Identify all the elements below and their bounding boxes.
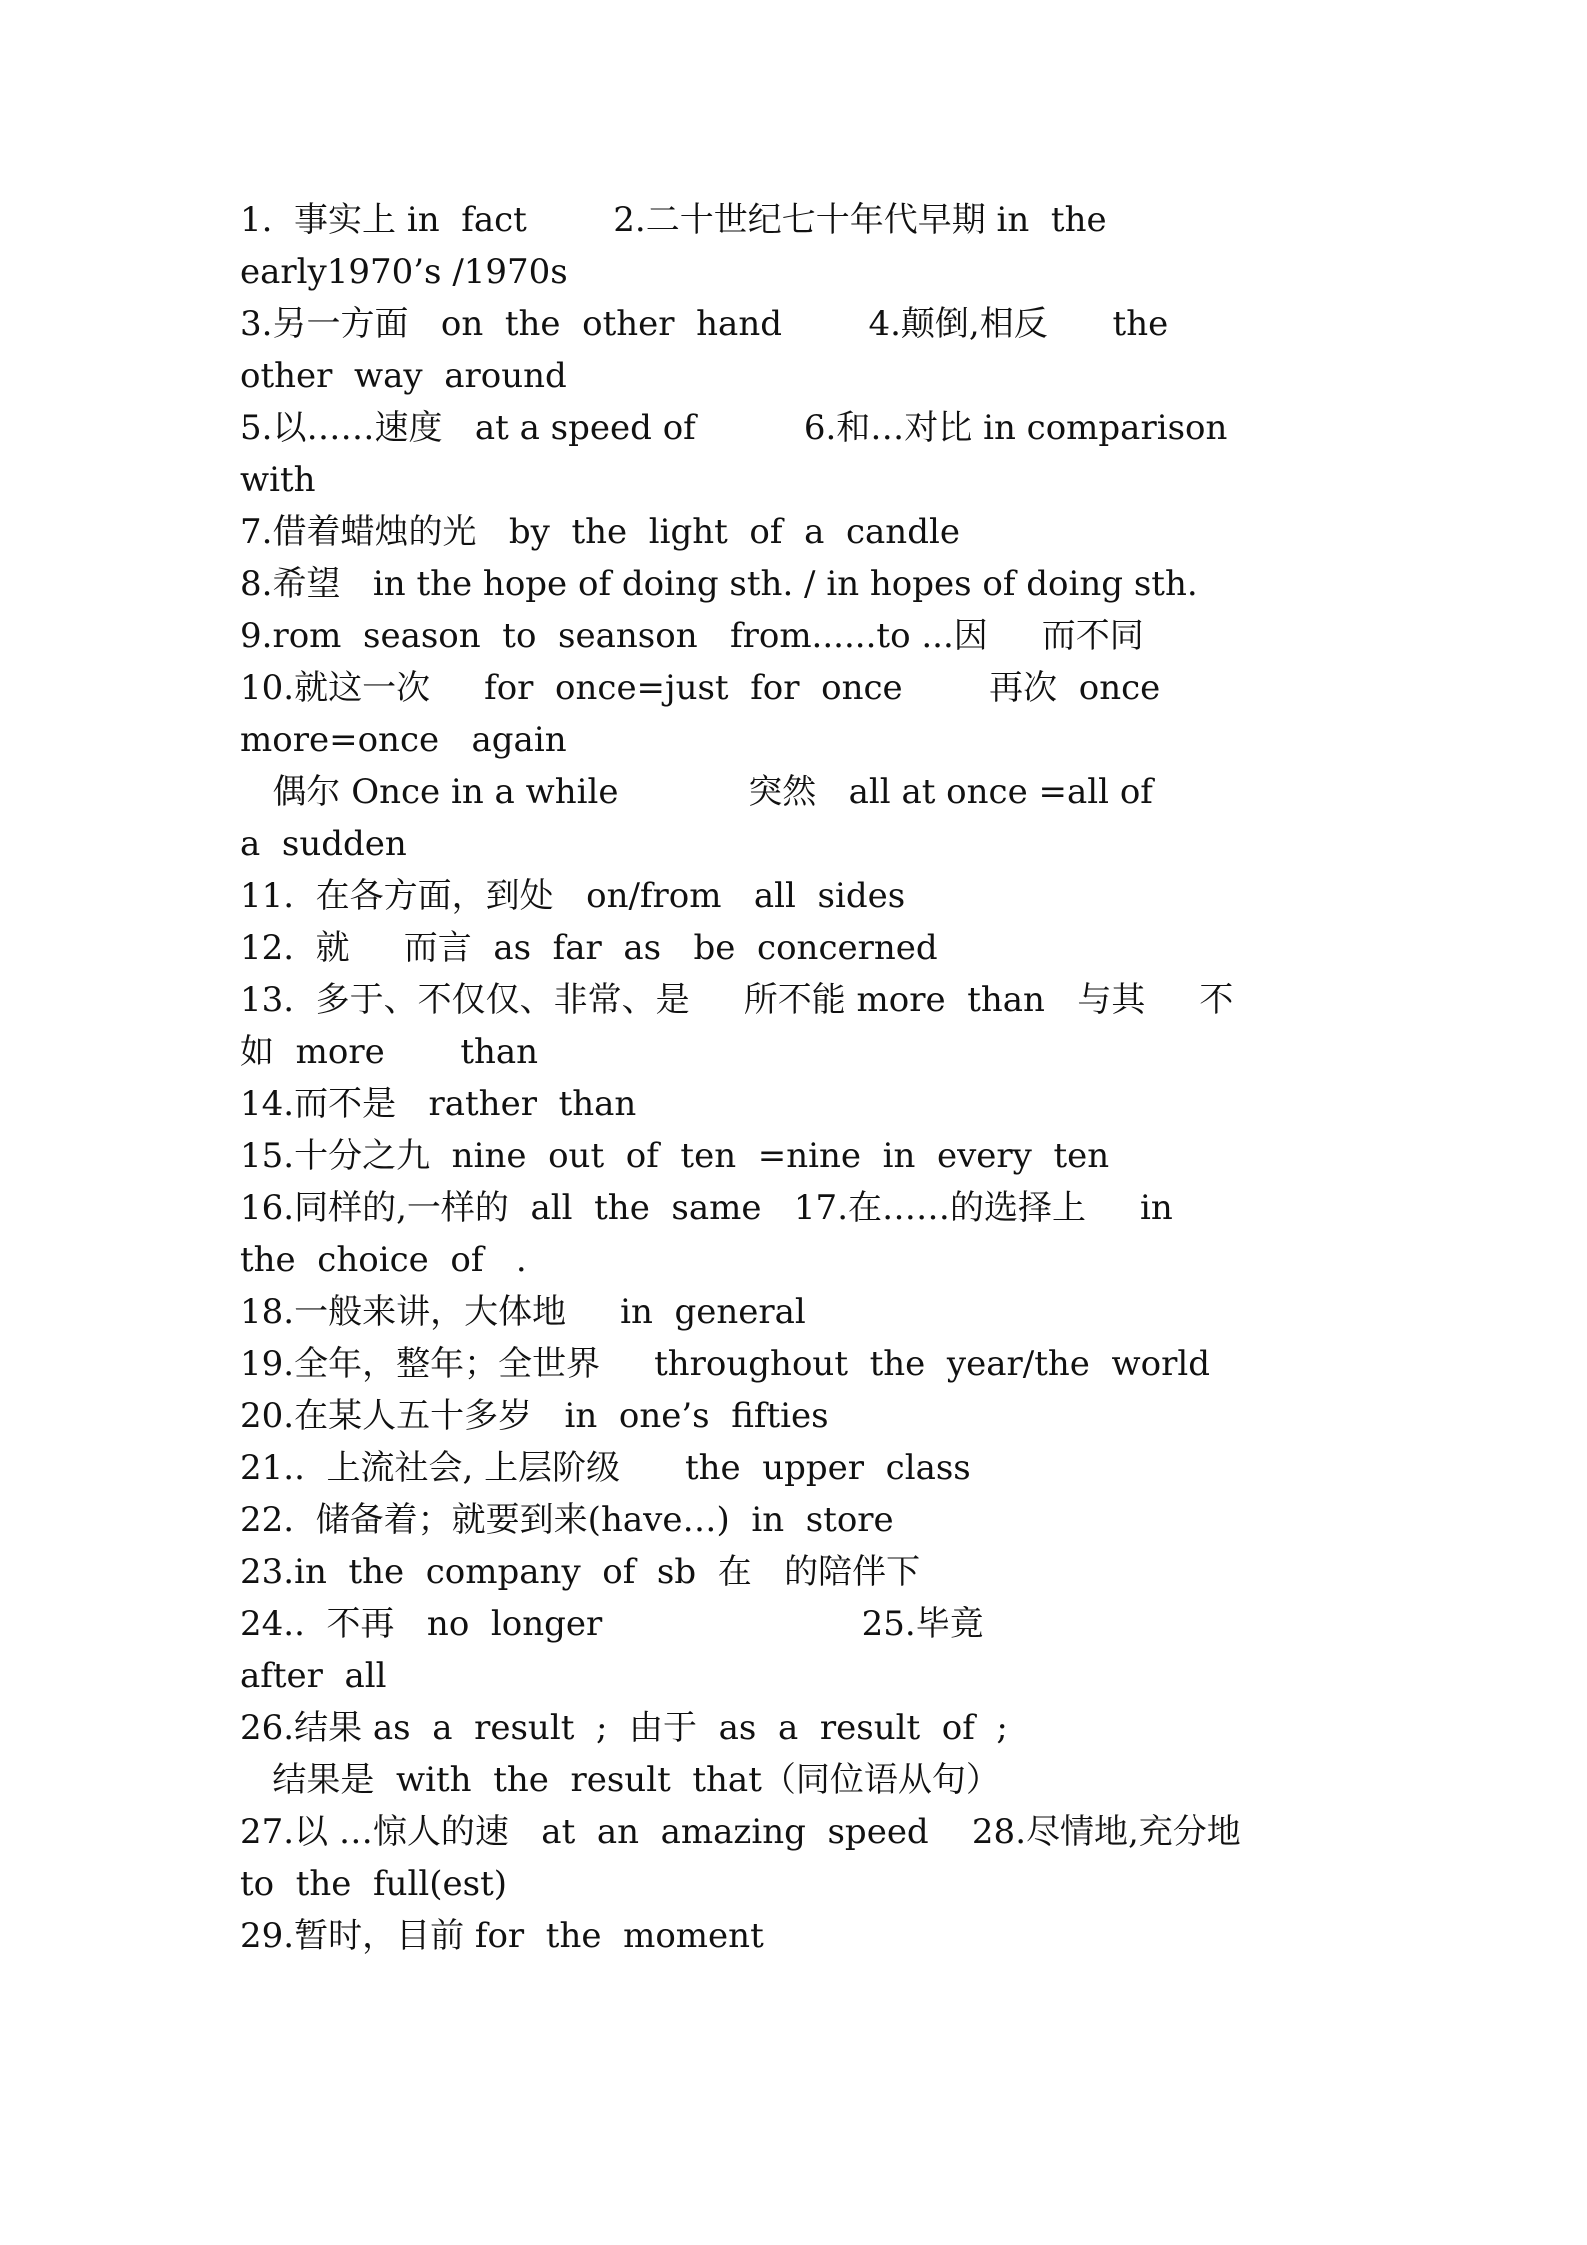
text-line-34: 29.暂时，目前 for the moment (240, 1916, 764, 1956)
text-line-27: 23.in the company of sb 在 的陪伴下 (240, 1552, 921, 1592)
text-line-22: 18.一般来讲，大体地 in general (240, 1292, 806, 1332)
text-line-13: a sudden (240, 824, 407, 864)
text-line-7: 7.借着蜡烛的光 by the light of a candle (240, 512, 960, 552)
text-line-33: to the full(est) (240, 1864, 508, 1904)
text-line-6: with (240, 460, 316, 500)
text-line-25: 21.. 上流社会, 上层阶级 the upper class (240, 1448, 971, 1488)
phrase-list (240, 194, 1350, 1962)
text-line-20: 16.同样的,一样的 all the same 17.在……的选择上 in (240, 1188, 1173, 1228)
text-line-30: 26.结果 as a result ; 由于 as a result of ; (240, 1708, 1008, 1748)
text-line-8: 8.希望 in the hope of doing sth. / in hopes of doing sth. (240, 564, 1198, 604)
text-line-3: 3.另一方面 on the other hand 4.颠倒,相反 the (240, 304, 1169, 344)
text-line-17: 如 more than (240, 1032, 539, 1072)
text-line-10: 10.就这一次 for once=just for once 再次 once (240, 668, 1161, 708)
text-line-16: 13. 多于、不仅仅、非常、是 所不能 more than 与其 不 (240, 980, 1234, 1020)
text-line-4: other way around (240, 356, 567, 396)
text-line-32: 27.以 …惊人的速 at an amazing speed 28.尽情地,充分地 (240, 1812, 1241, 1852)
text-line-5: 5.以……速度 at a speed of 6.和…对比 in comparison (240, 408, 1228, 448)
text-line-18: 14.而不是 rather than (240, 1084, 637, 1124)
text-line-29: after all (240, 1656, 387, 1696)
text-line-26: 22. 储备着；就要到来(have…) in store (240, 1500, 894, 1540)
text-line-28: 24.. 不再 no longer 25.毕竟 (240, 1604, 984, 1644)
text-line-12: 偶尔 Once in a while 突然 all at once =all of (240, 772, 1153, 812)
text-line-9: 9.rom season to seanson from......to ...因 而不同 (240, 616, 1144, 656)
text-line-15: 12. 就 而言 as far as be concerned (240, 928, 938, 968)
text-line-21: the choice of . (240, 1240, 527, 1280)
text-line-19: 15.十分之九 nine out of ten =nine in every ten (240, 1136, 1110, 1176)
text-line-31: 结果是 with the result that（同位语从句） (240, 1760, 1000, 1800)
text-line-23: 19.全年，整年；全世界 throughout the year/the world (240, 1344, 1210, 1384)
text-line-2: early1970’s /1970s (240, 252, 568, 292)
text-line-24: 20.在某人五十多岁 in one’s fifties (240, 1396, 829, 1436)
text-line-11: more=once again (240, 720, 567, 760)
text-line-14: 11. 在各方面，到处 on/from all sides (240, 876, 906, 916)
text-line-1: 1. 事实上 in fact 2.二十世纪七十年代早期 in the (240, 200, 1107, 240)
